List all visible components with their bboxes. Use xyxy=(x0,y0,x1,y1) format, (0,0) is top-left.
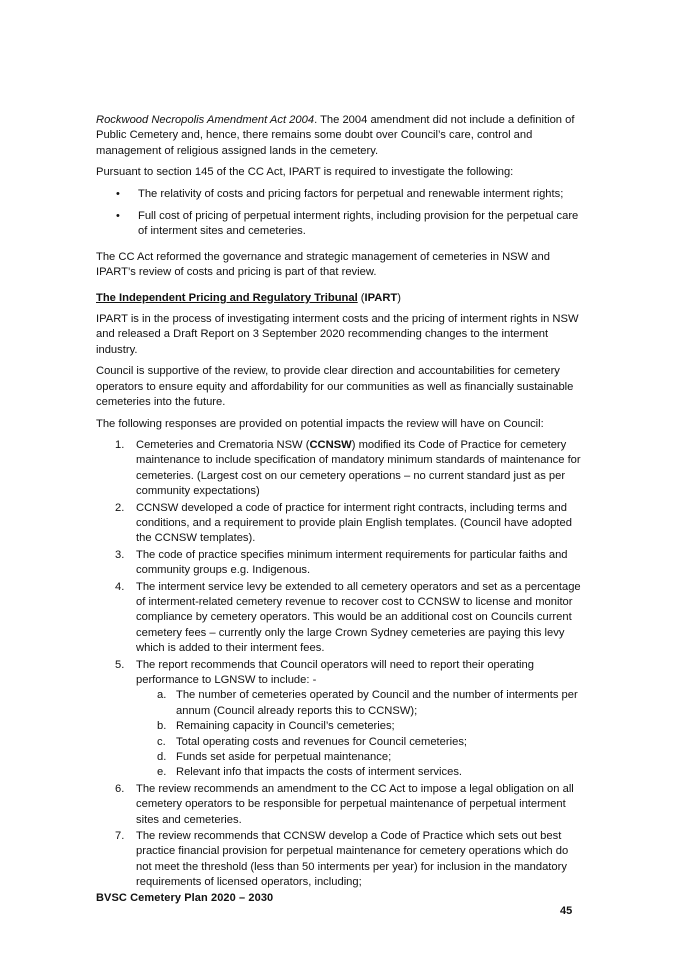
sub-item-letter: a. xyxy=(157,689,167,702)
response-item xyxy=(96,580,586,657)
sub-item-letter: d. xyxy=(157,751,167,764)
section-heading xyxy=(96,291,586,306)
sub-item xyxy=(136,735,586,750)
sub-item-text: The number of cemeteries operated by Council and the number of interments per annum (Council already reports this to CCNSW); xyxy=(176,689,578,717)
item-number: 4. xyxy=(115,580,125,593)
item-text: The code of practice specifies minimum interment requirements for particular faiths and community groups e.g. Indigenous. xyxy=(136,548,568,577)
intro-text: . The 2004 amendment did not include a definition of Public Cemetery and, hence, there remains some doubt over Council’s care, control and management of religious assigned lands in the cemetery. xyxy=(96,114,575,157)
item-text: Cemeteries and Crematoria NSW ( xyxy=(136,438,310,451)
responses-list xyxy=(96,438,586,891)
response-item xyxy=(96,829,586,891)
act-title: Rockwood Necropolis Amendment Act 2004 xyxy=(96,114,315,126)
ipart-paragraph: IPART is in the process of investigating interment costs and the pricing of interment rights in NSW and released a Draft Report on 3 September 2020 recommending changes to the interment industry. xyxy=(96,313,579,356)
response-item xyxy=(96,438,586,500)
response-item xyxy=(96,658,586,781)
heading-paren-close: ) xyxy=(397,291,401,304)
reporting-sublist xyxy=(136,688,586,780)
item-text: The interment service levy be extended to all cemetery operators and set as a percentage of interment-related cemetery revenue to recover cost to CCNSW to license and monitor compliance by cemetery operators. This would be an additional cost on Councils current cemetery fees – currently only the large Crown Sydney cemeteries are paying this levy which is added to their interment fees. xyxy=(136,580,581,655)
item-text: The review recommends that CCNSW develop a Code of Practice which sets out best practice financial provision for perpetual maintenance for cemetery operations which do not meet the threshold (less than 50 interments per year) for inclusion in the mandatory requirements of licensed operators, including; xyxy=(136,830,569,889)
item-text: The report recommends that Council operators will need to report their operating performance to LGNSW to include: - xyxy=(136,658,534,686)
intro-paragraph xyxy=(96,113,586,159)
sub-item xyxy=(136,750,586,765)
bullet-text: The relativity of costs and pricing factors for perpetual and renewable interment rights; xyxy=(138,187,564,200)
cc-act-paragraph: The CC Act reformed the governance and strategic management of cemeteries in NSW and IPART’s review of costs and pricing is part of that review. xyxy=(96,250,550,279)
bullet-item xyxy=(96,209,586,240)
sub-item-letter: c. xyxy=(157,735,166,748)
heading-abbr: IPART xyxy=(364,291,398,304)
item-number: 6. xyxy=(115,782,125,795)
footer-title: BVSC Cemetery Plan 2020 – 2030 xyxy=(96,892,274,904)
item-bold-text: CCNSW xyxy=(309,438,352,451)
page-content xyxy=(96,113,586,892)
sub-item-text: Remaining capacity in Council’s cemeteries; xyxy=(176,720,395,733)
item-number: 5. xyxy=(115,658,125,671)
sub-item-text: Relevant info that impacts the costs of interment services. xyxy=(176,766,463,779)
bullet-icon: • xyxy=(116,187,120,200)
bullet-item xyxy=(96,187,586,202)
sub-item xyxy=(136,765,586,780)
council-support-paragraph: Council is supportive of the review, to provide clear direction and accountabilities for cemetery operators to ensure equity and affordability for our communities as well as financially sustainable cemeteries into the future. xyxy=(96,365,574,409)
sub-item xyxy=(136,719,586,734)
item-number: 7. xyxy=(115,830,125,843)
item-text: ) modified its Code of Practice for cemetery maintenance to include specification of mandatory minimum standards of maintenance for cemeteries. (Largest cost on our cemetery operations – no current standard just as per community expectations) xyxy=(136,438,581,498)
responses-intro-paragraph: The following responses are provided on potential impacts the review will have on Council: xyxy=(96,417,544,430)
page-number: 45 xyxy=(560,905,573,917)
response-item xyxy=(96,501,586,547)
item-text: CCNSW developed a code of practice for interment right contracts, including terms and conditions, and a requirement to provide plain English templates. (Council have adopted the CCNSW templates). xyxy=(136,501,572,545)
item-number: 2. xyxy=(115,501,125,514)
response-item xyxy=(96,548,586,579)
item-number: 3. xyxy=(115,548,125,561)
item-text: The review recommends an amendment to the CC Act to impose a legal obligation on all cemetery operators to be responsible for perpetual maintenance of perpetual interment sites and cemeteries. xyxy=(136,782,574,826)
bullet-text: Full cost of pricing of perpetual interment rights, including provision for the perpetual care of interment sites and cemeteries. xyxy=(138,210,579,238)
sub-item xyxy=(136,688,586,719)
bullet-icon: • xyxy=(116,210,120,223)
sub-item-letter: e. xyxy=(157,766,167,779)
pursuant-paragraph: Pursuant to section 145 of the CC Act, IPART is required to investigate the following: xyxy=(96,166,514,179)
sub-item-text: Total operating costs and revenues for Council cemeteries; xyxy=(176,735,468,748)
item-number: 1. xyxy=(115,438,125,451)
heading-paren-open: ( xyxy=(357,291,365,304)
investigation-bullet-list xyxy=(96,187,586,240)
response-item xyxy=(96,782,586,828)
heading-title: The Independent Pricing and Regulatory Tribunal xyxy=(96,291,358,304)
sub-item-letter: b. xyxy=(157,720,167,733)
sub-item-text: Funds set aside for perpetual maintenance; xyxy=(176,751,392,764)
